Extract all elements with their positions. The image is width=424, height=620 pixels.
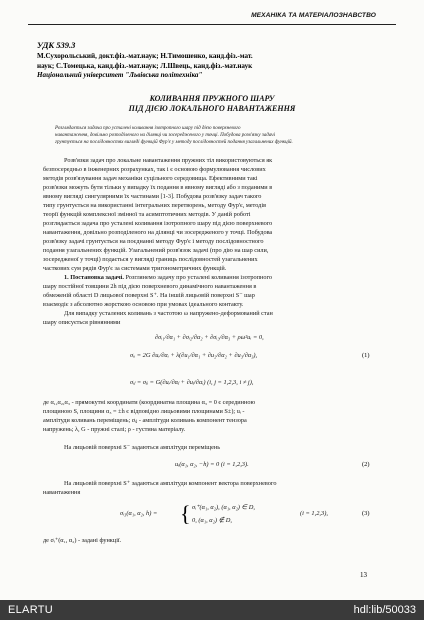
abstract-line-1: Розглядається задача про усталені коливання ізотропного шару під дією поверхневого — [55, 126, 241, 131]
intro-line: Розв'язки задач про локальне навантаження пружних тіл використовуються як — [64, 157, 273, 164]
intro-line: розв'язку задачі грунтується на поєднанні методу Фур'є і методу послідовностного — [43, 238, 264, 245]
paper-title-line-2: ПІД ДІЄЮ ЛОКАЛЬНОГО НАВАНТАЖЕННЯ — [128, 104, 296, 113]
section-1-line: Для випадку усталених коливань з частотою ω напружено-деформований стан — [64, 310, 273, 317]
intro-line: розв'язки можуть бути тільки у випадку їх подання в явному вигляді або з поданими в — [43, 184, 273, 191]
udc-code: УДК 539.3 — [37, 40, 76, 50]
eq1-explanation-line: напружень; λ, G - пружні сталі; ρ - густина матеріалу. — [43, 426, 186, 433]
authors-line-2: наук; С.Томецька, канд.фіз.-мат.наук; Л.Швець, канд.фіз.-мат.наук — [37, 61, 253, 70]
section-1-line: шару постійної товщини 2h під дією поверхневого динамічного навантаження в — [43, 283, 257, 290]
eq1-explanation-line: амплітуди коливань переміщень; σᵢⱼ - амплітуди коливань компонент тензора — [43, 417, 247, 424]
equation-3-case-1: σᵢ⁺(α₁, α₂), (α₁, α₂) ∈ D, — [192, 504, 255, 511]
equation-1-line-1: ∂σᵢ₁/∂α₁ + ∂σᵢ₂/∂α₂ + ∂σᵢ₃/∂α₃ + ρω²uᵢ = 0, — [155, 334, 264, 341]
intro-line: типу грунтується на використанні інтегральних перетворень, методу Фур'є, методів — [43, 202, 267, 209]
header-rule — [28, 24, 396, 25]
equation-3-brace: { — [180, 501, 191, 526]
abstract-line-2: навантаження, довільно розподіленого на ділянці чи зосередженого у точці. Побудова розв'язку задачі — [55, 133, 276, 138]
section-1-heading: 1. Постановка задачі. — [64, 274, 124, 281]
intro-line: зосередженої у точці) подається у вигляді границь послідовностей узагальнених — [43, 256, 258, 263]
equation-1-line-3: σᵢⱼ = σⱼᵢ = G(∂uᵢ/∂αⱼ + ∂uⱼ/∂αᵢ) (i, j = 1,2,3, i ≠ j), — [130, 379, 254, 386]
page-number: 13 — [360, 571, 367, 579]
equation-3-case-2: 0, (α₁, α₂) ∉ D, — [192, 517, 232, 524]
equation-1-number: (1) — [362, 352, 370, 359]
intro-line: безпосередньо в інженерних розрахунках, так і є основою формулювання числових — [43, 166, 266, 173]
section-1-line: обмеженій області D лицьової поверхні S⁺. На іншій лицьовій поверхні S⁻ шар — [43, 292, 255, 299]
repository-label: ELARTU — [8, 604, 53, 616]
section-1-text: Розглянемо задачу про усталені коливання ізотропного — [123, 274, 273, 281]
equation-2-number: (2) — [362, 461, 370, 468]
eq1-explanation-line: площиною S, площини α₃ = ±h є відповідно лицьовими площинами S±); uᵢ - — [43, 408, 245, 415]
equation-1-line-2: σᵢᵢ = 2G ∂uᵢ/∂αᵢ + λ(∂u₁/∂α₁ + ∂u₂/∂α₂ + ∂u₃/∂α₃), — [130, 352, 258, 359]
intro-line: часткових сум рядів Фур'є за системами тригонометричних функцій. — [43, 265, 227, 272]
intro-line: розглядається задача про усталені коливання ізотропного шару під дією поверхневого — [43, 220, 273, 227]
authors-line-1: М.Сухорольський, докт.фіз.-мат.наук; Н.Тимошенко, канд.фіз.-мат. — [37, 52, 253, 60]
upper-face-text: На лицьовій поверхні S⁺ задаються амплітуди компонент вектора поверхневого — [64, 480, 277, 487]
equation-3-lhs: σᵢ₃(α₁, α₂, h) = — [120, 510, 158, 517]
equation-2: uᵢ(α₁, α₂, −h) = 0 (i = 1,2,3). — [175, 461, 249, 468]
eq1-explanation-line: де α₁,α₂,α₃ - прямокутні координати (координатна площина α₃ = 0 є серединною — [43, 399, 256, 406]
journal-header — [0, 0, 424, 28]
intro-line: подання узагальнених функцій. Узагальнений розв'язок задачі (про дію на шар сили, — [43, 247, 269, 254]
section-1-line — [64, 274, 405, 281]
affiliation: Національний університет "Львівська політехніка" — [37, 71, 203, 79]
intro-line: навантаження, довільно розподіленого на ділянці чи зосередженого у точці. Побудова — [43, 229, 273, 236]
equation-3-number: (3) — [362, 510, 370, 517]
handle-id: hdl:lib/50033 — [353, 604, 416, 616]
intro-line: теорії функцій комплексної змінної та асимптотичних методів. У даній роботі — [43, 211, 251, 218]
lower-face-text: На лицьовій поверхні S⁻ задаються амплітуди переміщень — [64, 444, 221, 451]
section-1-line: шару описується рівняннями — [43, 319, 121, 326]
intro-line: явному вигляді сингулярними їх частинами [1-3]. Побудова розв'язку задач такого — [43, 193, 262, 200]
equation-3-range: (i = 1,2,3), — [300, 510, 328, 517]
abstract-line-3: грунтується на послідовностях вигляді функцій Фур'є у методу послідовностей подання узагальнених функцій. — [55, 140, 293, 145]
paper-title-line-1: КОЛИВАННЯ ПРУЖНОГО ШАРУ — [149, 94, 275, 103]
upper-face-text: навантаження — [43, 489, 81, 496]
intro-line: методів розв'язування задач механіки суцільного середовища. Ефективними такі — [43, 175, 258, 182]
section-1-line: взаємодіє з абсолютно жорсткою основою при умовах ідеального контакту. — [43, 301, 244, 308]
eq3-explanation: де σᵢ⁺(α₁, α₂) - задані функції. — [43, 537, 122, 544]
journal-title: МЕХАНІКА ТА МАТЕРІАЛОЗНАВСТВО — [251, 12, 376, 19]
